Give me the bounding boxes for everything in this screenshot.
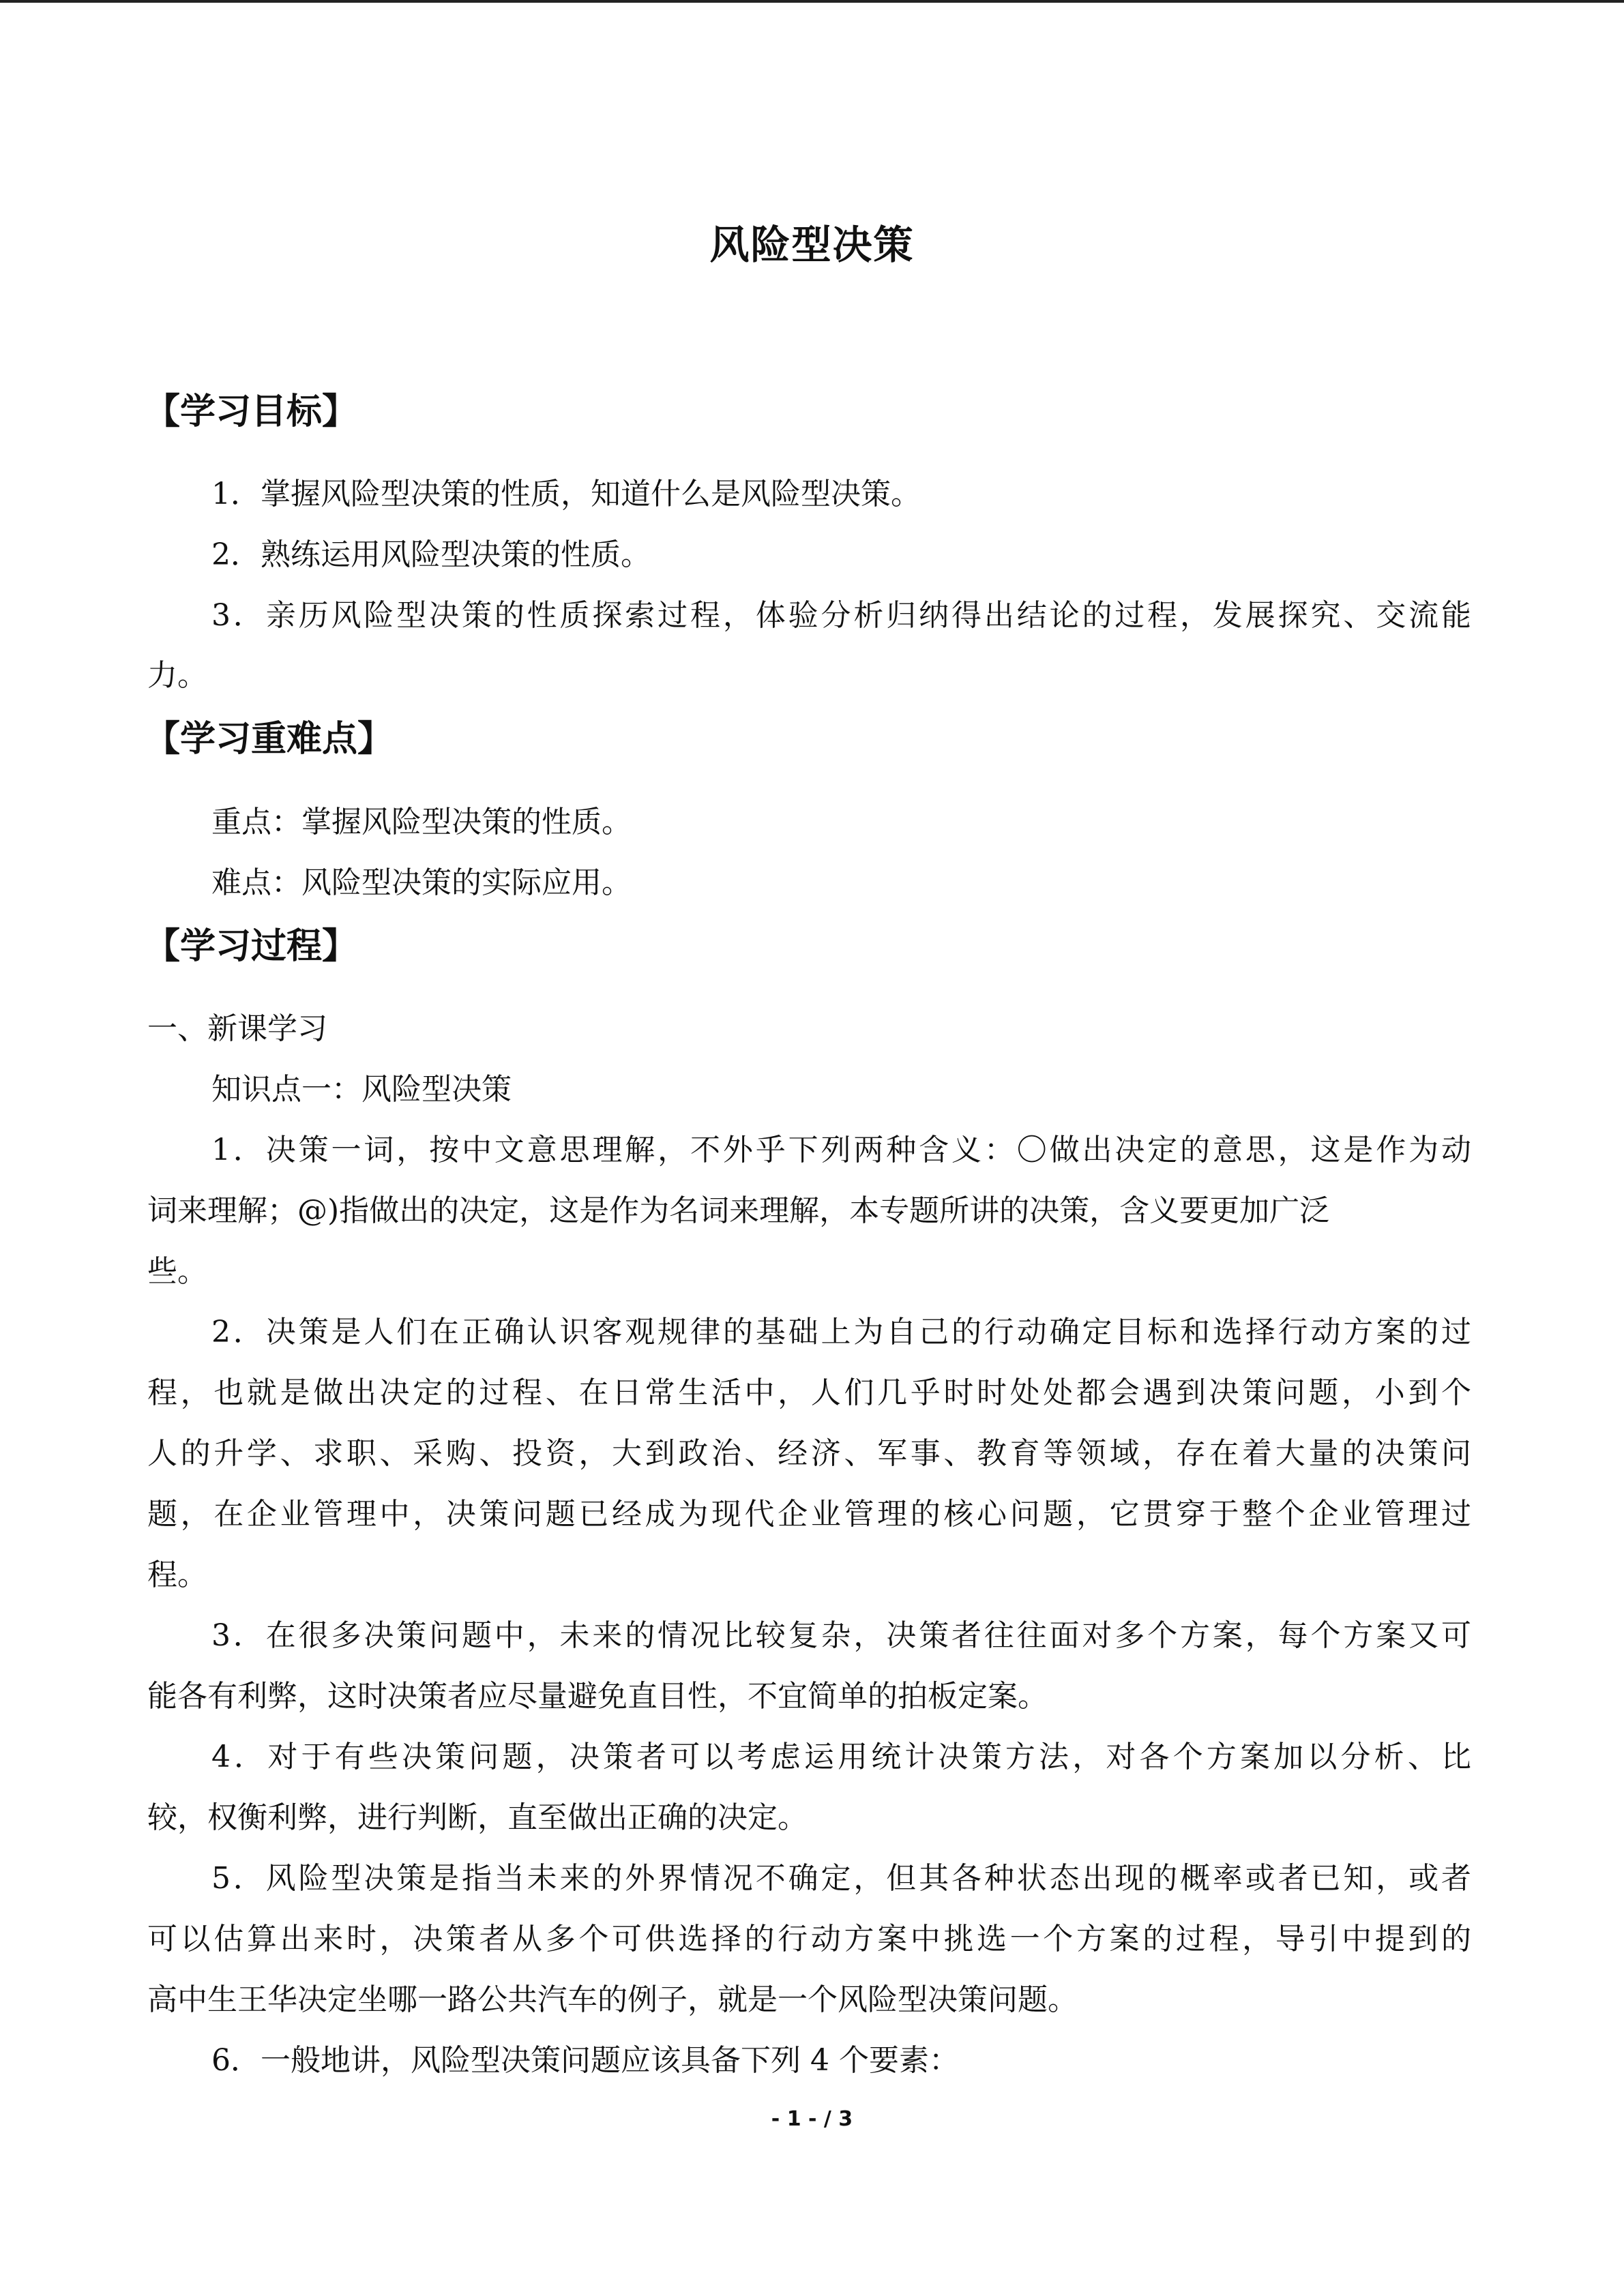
paragraph-line: 些。 bbox=[147, 1254, 207, 1289]
paragraph-line: 程，也就是做出决定的过程、在日常生活中，人们几乎时时处处都会遇到决策问题，小到个 bbox=[147, 1375, 1471, 1410]
objective-line: 力。 bbox=[147, 658, 207, 693]
key-point-line: 重点：掌握风险型决策的性质。 bbox=[211, 805, 632, 839]
key-point-line: 难点：风险型决策的实际应用。 bbox=[211, 865, 632, 900]
objective-line: 1．掌握风险型决策的性质，知道什么是风险型决策。 bbox=[211, 477, 921, 511]
paragraph-line: 3．在很多决策问题中，未来的情况比较复杂，决策者往往面对多个方案，每个方案又可 bbox=[211, 1618, 1471, 1653]
paragraph-line: 5．风险型决策是指当未来的外界情况不确定，但其各种状态出现的概率或者已知，或者 bbox=[211, 1861, 1471, 1896]
paragraph-line: 人的升学、求职、采购、投资，大到政治、经济、军事、教育等领域，存在着大量的决策问 bbox=[147, 1436, 1471, 1471]
paragraph-line: 题，在企业管理中，决策问题已经成为现代企业管理的核心问题，它贯穿于整个企业管理过 bbox=[147, 1497, 1471, 1532]
heading-process: 【学习过程】 bbox=[145, 926, 358, 967]
objective-line: 2．熟练运用风险型决策的性质。 bbox=[211, 537, 651, 572]
paragraph-line: 较，权衡利弊，进行判断，直至做出正确的决定。 bbox=[147, 1800, 808, 1835]
paragraph-line: 4．对于有些决策问题，决策者可以考虑运用统计决策方法，对各个方案加以分析、比 bbox=[211, 1740, 1471, 1774]
paragraph-line: 高中生王华决定坐哪一路公共汽车的例子，就是一个风险型决策问题。 bbox=[147, 1982, 1078, 2017]
paragraph-line: 1．决策一词，按中文意思理解，不外乎下列两种含义：〇做出决定的意思，这是作为动 bbox=[211, 1133, 1471, 1167]
paragraph-line: 6．一般地讲，风险型决策问题应该具备下列 4 个要素： bbox=[211, 2043, 959, 2078]
page-title: 风险型决策 bbox=[709, 222, 915, 268]
paragraph-line: 2．决策是人们在正确认识客观规律的基础上为自己的行动确定目标和选择行动方案的过 bbox=[211, 1315, 1471, 1350]
paragraph-line: 词来理解；@)指做出的决定，这是作为名词来理解，本专题所讲的决策，含义要更加广泛 bbox=[147, 1193, 1330, 1228]
objective-line: 3．亲历风险型决策的性质探索过程，体验分析归纳得出结论的过程，发展探究、交流能 bbox=[211, 598, 1471, 633]
paragraph-line: 程。 bbox=[147, 1557, 207, 1592]
page-number: - 1 - / 3 bbox=[771, 2107, 853, 2131]
paragraph-line: 能各有利弊，这时决策者应尽量避免直目性，不宜简单的拍板定案。 bbox=[147, 1679, 1048, 1714]
heading-objectives: 【学习目标】 bbox=[145, 391, 358, 432]
knowledge-point-title: 知识点一：风险型决策 bbox=[211, 1072, 512, 1107]
top-border bbox=[0, 0, 1624, 3]
section-title: 一、新课学习 bbox=[147, 1011, 327, 1046]
heading-key-points: 【学习重难点】 bbox=[145, 719, 394, 760]
paragraph-line: 可以估算出来时，决策者从多个可供选择的行动方案中挑选一个方案的过程，导引中提到的 bbox=[147, 1922, 1471, 1956]
